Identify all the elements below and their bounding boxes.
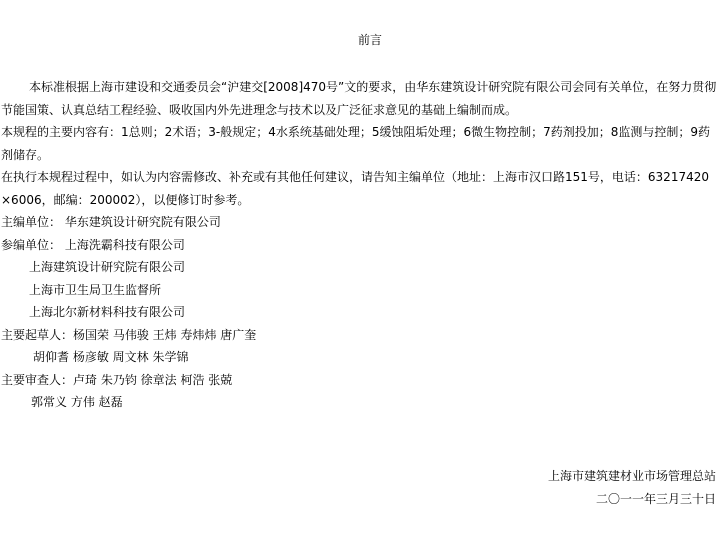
drafters-line: 胡仰耆 杨彦敏 周文林 朱学锦 [33, 350, 189, 364]
reviewers-line: 主要审查人：卢琦 朱乃钧 徐章法 柯浩 张兢 [1, 372, 233, 387]
participating-unit: 上海北尔新材料科技有限公司 [29, 305, 186, 319]
document-body [1, 76, 717, 414]
drafters-line: 主要起草人：杨国荣 马伟骏 王炜 寿炜炜 唐广奎 [1, 327, 257, 342]
signature-date: 二〇一一年三月三十日 [595, 492, 716, 506]
reviewers-line: 郭常义 方伟 赵磊 [31, 395, 123, 409]
participating-unit: 上海市卫生局卫生监督所 [29, 282, 162, 297]
signature-organization: 上海市建筑建材业市场管理总站 [547, 469, 716, 483]
participating-unit: 参编单位： 上海洗霸科技有限公司 [1, 237, 185, 252]
page-title: 前言 [357, 33, 382, 47]
participating-unit: 上海建筑设计研究院有限公司 [29, 260, 186, 274]
chief-unit: 主编单位： 华东建筑设计研究院有限公司 [1, 215, 221, 229]
intro-paragraph: 本标准根据上海市建设和交通委员会“沪建交[2008]470号”文的要求，由华东建筑设计研究院有限公司会同有关单位，在努力贯彻节能国策、认真总结工程经验、吸收国内外先进理念与技术以及广泛征求意见的基础上编制而成。 [1, 80, 717, 117]
contents-paragraph: 本规程的主要内容有：1总则；2术语；3-般规定；4水系统基础处理；5缓蚀阻垢处理；6微生物控制；7药剂投加；8监测与控制；9药剂储存。 [1, 125, 711, 162]
feedback-paragraph: 在执行本规程过程中，如认为内容需修改、补充或有其他任何建议，请告知主编单位（地址：上海市汉口路151号，电话：63217420×6006，邮编：200002），以便修订时参考。 [1, 170, 709, 207]
